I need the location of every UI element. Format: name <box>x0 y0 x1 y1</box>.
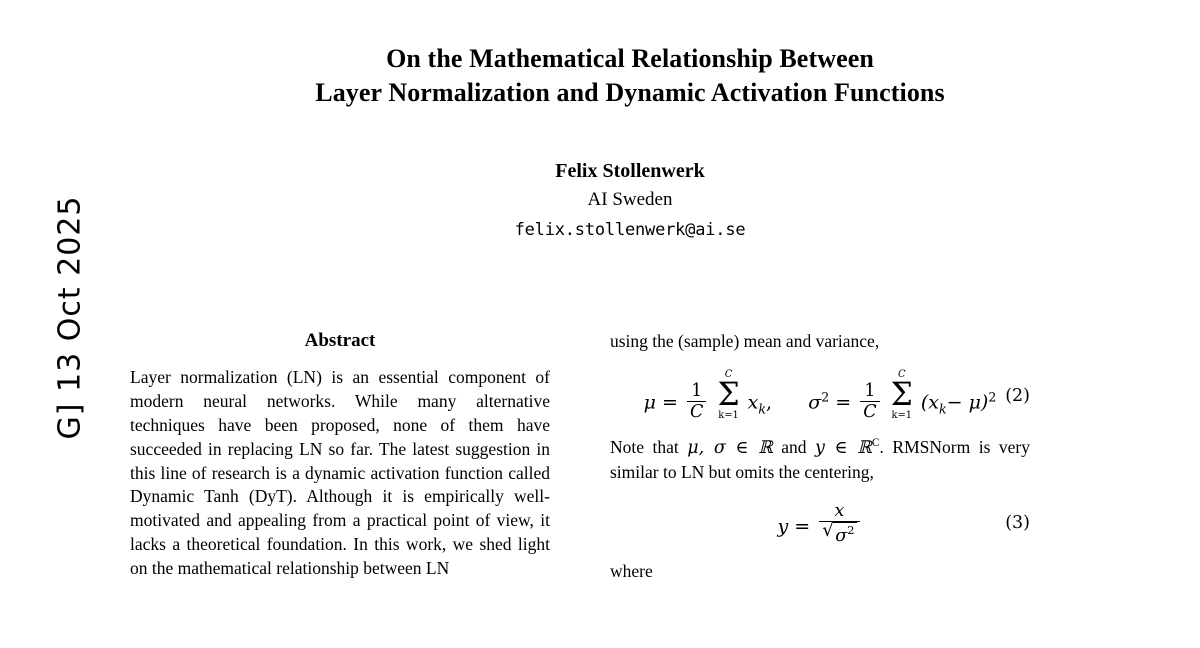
eq2-sum2-symbol: Σ <box>890 376 913 413</box>
eq2-fraction-1 <box>687 381 706 422</box>
eq2-sum-2 <box>891 370 913 421</box>
eq2-frac1-numerator: 1 <box>691 381 703 402</box>
eq2-mu-lhs: μ = <box>643 391 678 414</box>
equation-3 <box>610 501 1030 546</box>
eq2-variance-minus-mu: − μ) <box>946 391 989 414</box>
eq2-sum1-upper: C <box>724 368 733 380</box>
eq3-numerator: x <box>834 500 845 521</box>
eq2-x-subscript: k <box>758 401 766 417</box>
eq3-denominator <box>819 521 859 546</box>
right-column <box>610 330 1030 648</box>
left-column <box>130 330 550 648</box>
title-line-2: Layer Normalization and Dynamic Activation Functions <box>315 78 945 108</box>
eq3-sigma-superscript: 2 <box>847 522 855 537</box>
author-affiliation: AI Sweden <box>587 188 673 210</box>
abstract-paragraph: Layer normalization (LN) is an essential component of modern neural networks. While many alternative techniques have been proposed, none of them have succeeded in replacing LN so far. The latest suggestion in this line of research is a dynamic activation function called Dynamic Tanh (DyT). Although it is empirically well-motivated and appealing from a practical point of view, it lacks a theoretical foundation. In this work, we shed light on the mathematical relationship between LN <box>130 367 550 578</box>
page-title <box>170 42 1090 111</box>
eq2-sigma-lhs: σ <box>808 391 822 414</box>
paper-page <box>130 0 1130 648</box>
where-line: where <box>610 560 653 581</box>
arxiv-stamp-text: G] 13 Oct 2025 <box>52 195 88 440</box>
equation-3-body <box>610 501 1030 546</box>
body-columns <box>130 330 1130 648</box>
arxiv-vertical-stamp <box>0 0 120 648</box>
eq2-variance-sup: 2 <box>988 389 997 405</box>
eq2-sum-1 <box>717 370 739 421</box>
eq2-variance-term: (x <box>920 391 940 414</box>
equation-2 <box>610 370 1030 422</box>
note-text-b: and <box>772 437 816 458</box>
eq3-fraction <box>819 501 859 546</box>
eq2-frac2-denominator: C <box>860 401 879 422</box>
eq2-sum2-upper: C <box>897 368 906 380</box>
intro-sentence: using the (sample) mean and variance, <box>610 331 880 351</box>
eq3-lhs: y = <box>777 515 811 538</box>
author-email[interactable]: felix.stollenwerk@ai.se <box>514 220 746 241</box>
eq3-sigma: σ <box>835 525 848 546</box>
equation-2-body <box>610 370 1030 422</box>
eq2-sum1-lower: k=1 <box>718 410 739 422</box>
note-math-2-superscript: C <box>871 437 880 450</box>
author-block <box>130 157 1130 245</box>
note-math-1: μ, σ ∈ ℝ <box>687 438 773 459</box>
eq2-comma: , <box>765 391 773 414</box>
equation-2-number: (2) <box>1005 386 1030 406</box>
eq3-sqrt <box>822 522 856 546</box>
eq2-fraction-2 <box>860 381 879 422</box>
eq2-sigma-sup: 2 <box>821 389 830 405</box>
equation-3-number: (3) <box>1005 513 1030 534</box>
note-text-a: Note that <box>610 437 688 458</box>
note-text-c: . RMSNorm is very similar to LN but omits the centering, <box>610 437 1030 483</box>
eq2-frac2-numerator: 1 <box>864 381 876 402</box>
eq3-sqrt-radicand <box>833 522 856 546</box>
author-name: Felix Stollenwerk <box>555 159 705 182</box>
note-paragraph <box>610 436 1030 485</box>
eq2-frac1-denominator: C <box>687 401 706 422</box>
title-line-1: On the Mathematical Relationship Between <box>386 44 874 73</box>
eq2-variance-subscript: k <box>939 401 947 417</box>
eq2-x-term: x <box>747 391 759 414</box>
eq2-equals: = <box>829 391 852 414</box>
abstract-heading: Abstract <box>304 330 376 351</box>
note-math-2: y ∈ ℝ <box>815 438 872 459</box>
eq2-sum2-lower: k=1 <box>891 410 913 422</box>
eq2-sum1-symbol: Σ <box>717 376 740 413</box>
